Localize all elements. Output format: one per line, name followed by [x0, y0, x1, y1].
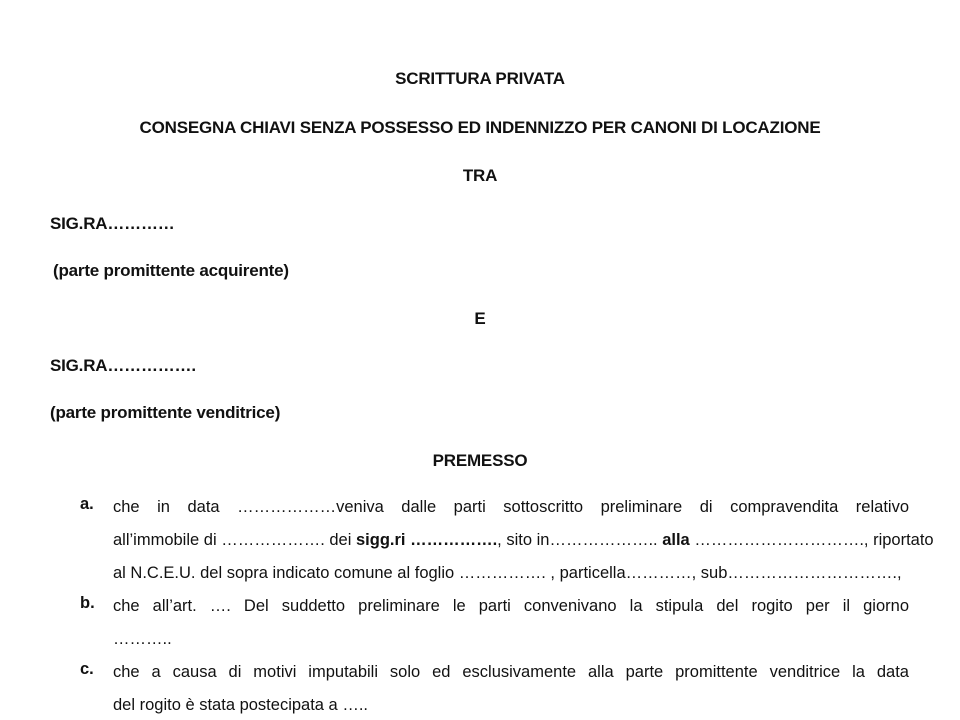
premise-list — [80, 495, 934, 720]
party2-role: (parte promittente venditrice) — [50, 403, 281, 422]
between-label: TRA — [462, 166, 498, 185]
party1-name: SIG.RA………… — [50, 214, 175, 233]
party2-name: SIG.RA……………. — [50, 356, 196, 375]
premise-a-line-2-sigg: sigg.ri ……………. — [355, 531, 498, 549]
premise-a-line-3: al N.C.E.U. del sopra indicato comune al foglio ……………. , particella…………, sub…………………………., — [113, 564, 902, 582]
premise-item-b — [80, 595, 910, 661]
party1-role: (parte promittente acquirente) — [53, 261, 289, 280]
premise-a-line-1: che in data ………………veniva dalle parti sottoscritto preliminare di compravendita relativo — [113, 498, 909, 516]
premise-a-line-2-text-a: all’immobile di ………………. dei — [113, 531, 356, 549]
premise-a-line-2 — [113, 529, 934, 562]
premise-item-c — [80, 661, 910, 720]
section-heading: PREMESSO — [432, 451, 528, 470]
premise-item-a — [80, 495, 934, 595]
conjunction-label: E — [474, 309, 486, 328]
premise-b-line-2: ……….. — [113, 630, 172, 648]
document-title: SCRITTURA PRIVATA — [395, 69, 565, 88]
premise-c-line-1: che a causa di motivi imputabili solo ed esclusivamente alla parte promittente venditrice la data — [113, 663, 909, 681]
premise-a-line-2-alla: alla — [662, 531, 690, 549]
premise-a-line-2-text-c: , sito in……………….. — [497, 531, 663, 549]
premise-b-line-1: che all’art. …. Del suddetto preliminare le parti convenivano la stipula del rogito per il giorno — [113, 597, 909, 615]
premise-marker: b. — [80, 594, 95, 612]
premise-marker: a. — [80, 495, 94, 513]
document-subtitle: CONSEGNA CHIAVI SENZA POSSESSO ED INDENNIZZO PER CANONI DI LOCAZIONE — [139, 118, 821, 137]
premise-c-line-2: del rogito è stata postecipata a ….. — [113, 696, 368, 714]
premise-a-line-2-text-e: …………………………., riportato — [689, 531, 934, 549]
premise-marker: c. — [80, 660, 94, 678]
